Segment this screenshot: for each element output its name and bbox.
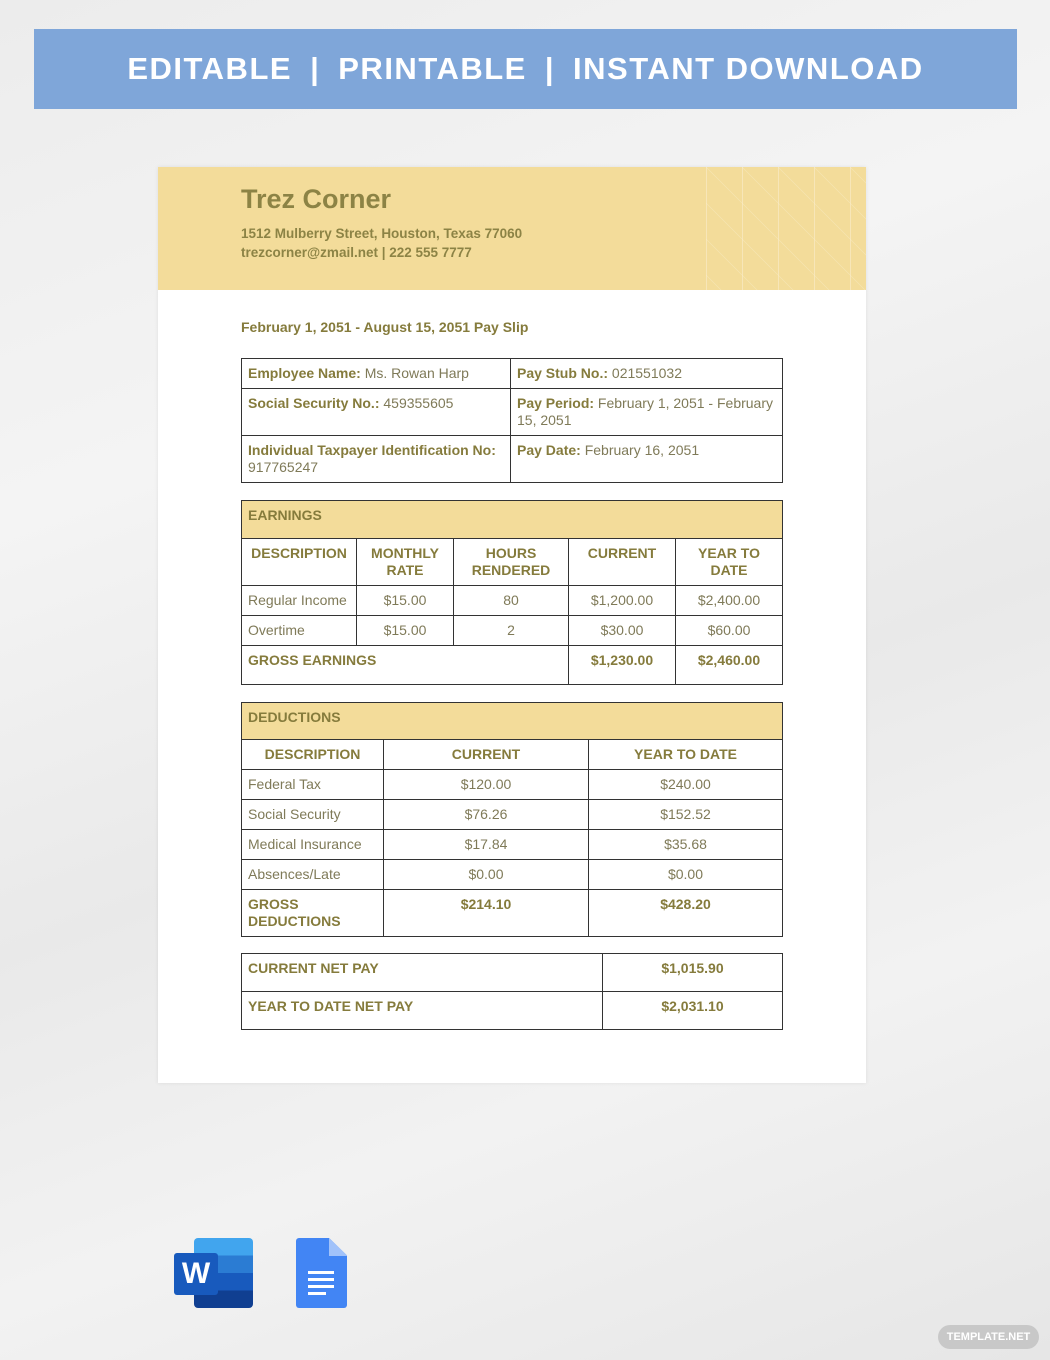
column-header: YEAR TO DATE <box>676 539 783 586</box>
cell: CURRENT NET PAY <box>242 954 603 992</box>
cell: $0.00 <box>589 860 783 890</box>
employee-name-cell <box>242 359 511 389</box>
ytd-net-pay-row <box>242 992 783 1030</box>
cell: $1,230.00 <box>569 646 676 685</box>
cell: $2,460.00 <box>676 646 783 685</box>
cell: $2,031.10 <box>603 992 783 1030</box>
table-row <box>242 616 783 646</box>
banner <box>34 29 1017 109</box>
cell: $30.00 <box>569 616 676 646</box>
banner-separator: | <box>544 51 556 86</box>
value: February 1, 2051 - February 15, 2051 <box>517 395 774 428</box>
pay-slip-title: February 1, 2051 - August 15, 2051 Pay Slip <box>241 319 529 335</box>
table-row <box>242 830 783 860</box>
cell: Absences/Late <box>242 860 384 890</box>
label: Pay Stub No.: <box>517 365 609 381</box>
google-docs-icon <box>296 1238 347 1308</box>
company-address: 1512 Mulberry Street, Houston, Texas 77060 <box>241 226 523 241</box>
cell: $428.20 <box>589 890 783 937</box>
column-header: DESCRIPTION <box>242 539 357 586</box>
earnings-title: EARNINGS <box>242 501 783 539</box>
company-name: Trez Corner <box>241 184 392 214</box>
pay-date-cell <box>511 436 783 483</box>
cell: $2,400.00 <box>676 586 783 616</box>
cell: Medical Insurance <box>242 830 384 860</box>
label: Employee Name: <box>248 365 361 381</box>
company-header <box>158 167 866 290</box>
cell: $120.00 <box>384 770 589 800</box>
column-header: YEAR TO DATE <box>589 740 783 770</box>
cell: $1,200.00 <box>569 586 676 616</box>
column-header: MONTHLY RATE <box>357 539 454 586</box>
ssn-cell <box>242 389 511 436</box>
table-row <box>242 586 783 616</box>
cell: $15.00 <box>357 616 454 646</box>
header-pattern <box>706 167 866 290</box>
cell: $214.10 <box>384 890 589 937</box>
cell: $60.00 <box>676 616 783 646</box>
cell: $240.00 <box>589 770 783 800</box>
banner-printable: PRINTABLE <box>338 51 527 86</box>
template-net-watermark: TEMPLATE.NET <box>938 1325 1039 1349</box>
banner-download: INSTANT DOWNLOAD <box>573 51 924 86</box>
cell: Social Security <box>242 800 384 830</box>
itin-cell <box>242 436 511 483</box>
deductions-title: DEDUCTIONS <box>242 703 783 740</box>
banner-separator: | <box>310 51 321 86</box>
label: Individual Taxpayer Identification No: <box>248 442 496 458</box>
cell: Federal Tax <box>242 770 384 800</box>
cell: $0.00 <box>384 860 589 890</box>
value: Ms. Rowan Harp <box>360 365 469 381</box>
value: 917765247 <box>248 459 319 475</box>
cell: Overtime <box>242 616 357 646</box>
value: February 16, 2051 <box>580 442 700 458</box>
gross-deductions-row <box>242 890 783 937</box>
value: 459355605 <box>379 395 454 411</box>
pay-period-cell <box>511 389 783 436</box>
cell: 80 <box>454 586 569 616</box>
banner-editable: EDITABLE <box>127 51 293 86</box>
cell: $35.68 <box>589 830 783 860</box>
pay-slip-document <box>158 167 866 1083</box>
cell: $76.26 <box>384 800 589 830</box>
column-header: CURRENT <box>384 740 589 770</box>
cell: YEAR TO DATE NET PAY <box>242 992 603 1030</box>
deductions-table <box>241 702 783 937</box>
cell: $17.84 <box>384 830 589 860</box>
table-row <box>242 770 783 800</box>
employee-info-table <box>241 358 783 483</box>
gross-earnings-row <box>242 646 783 685</box>
cell: Regular Income <box>242 586 357 616</box>
net-pay-table <box>241 953 783 1030</box>
cell: GROSS EARNINGS <box>242 646 569 685</box>
cell: $15.00 <box>357 586 454 616</box>
column-header: CURRENT <box>569 539 676 586</box>
earnings-table <box>241 500 783 685</box>
cell: $1,015.90 <box>603 954 783 992</box>
pay-stub-cell <box>511 359 783 389</box>
label: Pay Period: <box>517 395 595 411</box>
label: Pay Date: <box>517 442 581 458</box>
cell: $152.52 <box>589 800 783 830</box>
word-letter: W <box>174 1253 218 1295</box>
label: Social Security No.: <box>248 395 380 411</box>
table-row <box>242 860 783 890</box>
column-header: DESCRIPTION <box>242 740 384 770</box>
value: 021551032 <box>608 365 682 381</box>
cell: GROSS DEDUCTIONS <box>242 890 384 937</box>
column-header: HOURS RENDERED <box>454 539 569 586</box>
company-contact: trezcorner@zmail.net | 222 555 7777 <box>241 245 472 260</box>
company-address-block <box>241 224 522 262</box>
cell: 2 <box>454 616 569 646</box>
table-row <box>242 800 783 830</box>
current-net-pay-row <box>242 954 783 992</box>
